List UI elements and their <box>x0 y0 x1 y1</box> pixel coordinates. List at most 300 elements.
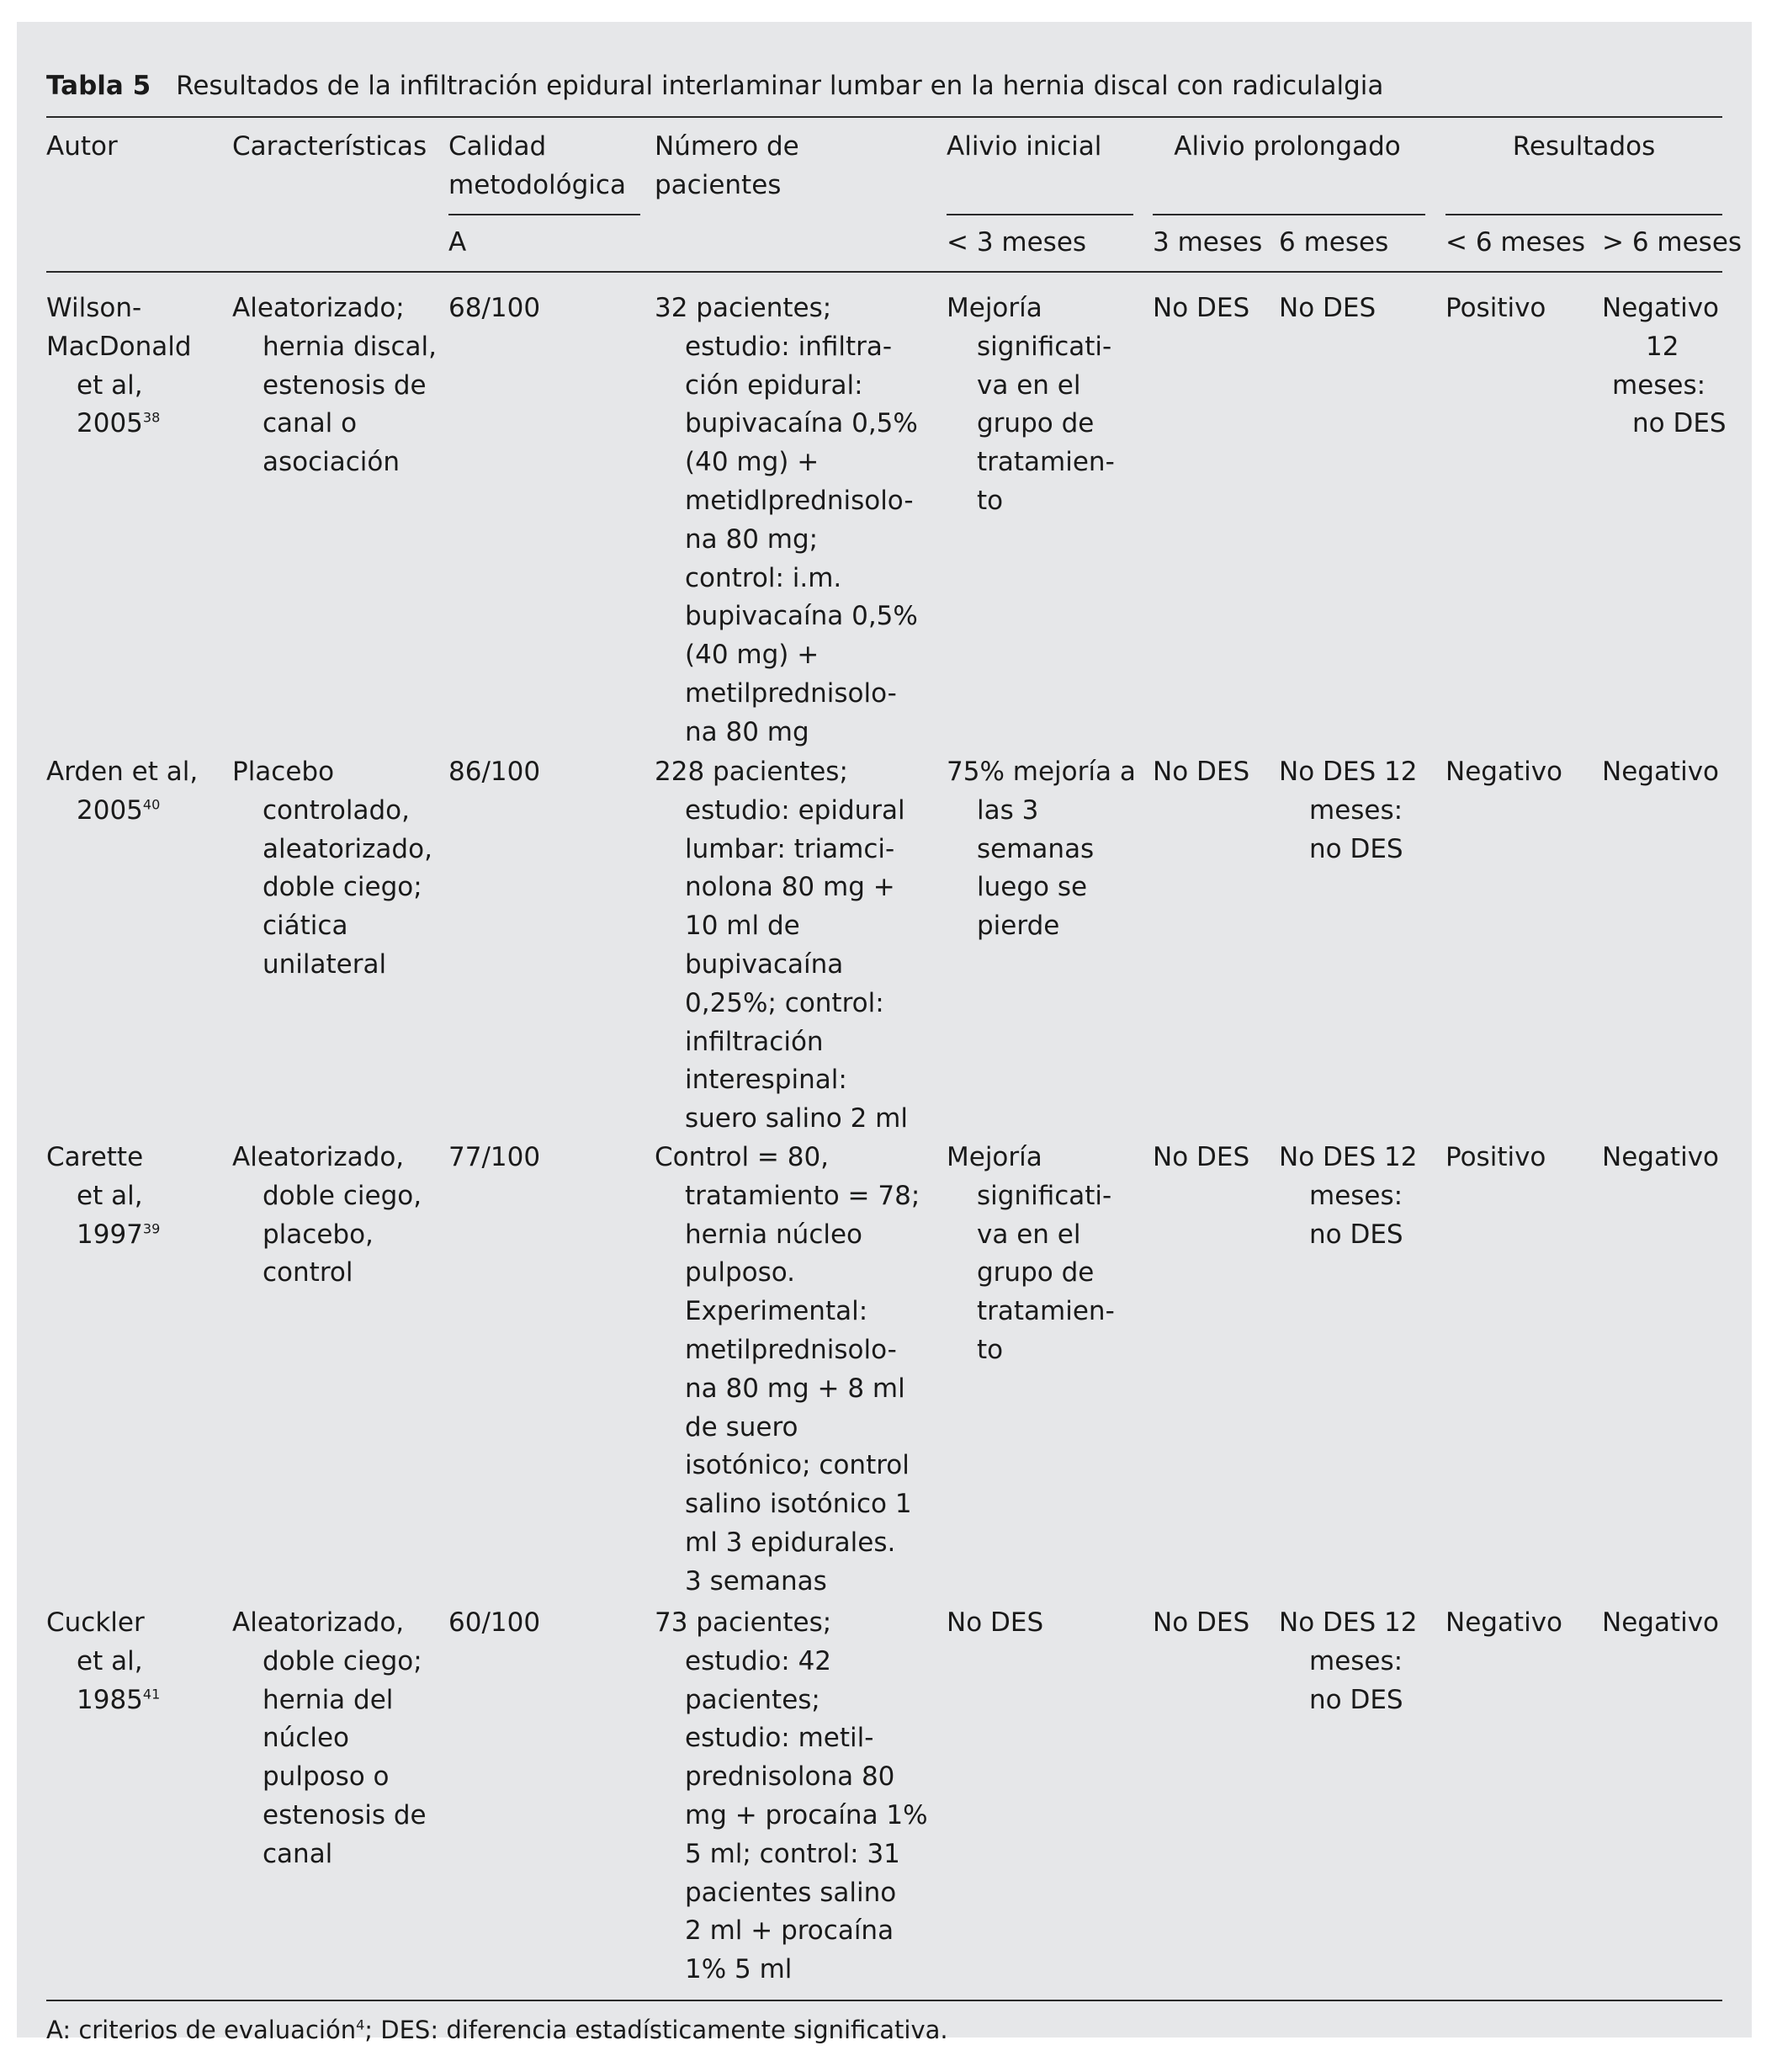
table-cell-caracteristicas-text: placebo, <box>263 1219 374 1250</box>
table-cell-alivio-inicial-text: significati- <box>977 1180 1112 1211</box>
subheader-alivio-inicial-line <box>947 224 1086 263</box>
table-cell-autor-line <box>46 792 198 831</box>
table-rule <box>46 116 1722 118</box>
table-cell-numero-text: (40 mg) + <box>685 640 820 671</box>
table-cell-caracteristicas-line <box>232 1254 422 1293</box>
table-cell-numero-text: bupivacaína 0,5% <box>685 601 918 632</box>
table-label: Tabla 5 <box>46 71 151 101</box>
table-cell-numero-line <box>655 328 918 367</box>
table-cell-calidad-text: 77/100 <box>448 1142 541 1172</box>
table-rule <box>46 2000 1722 2001</box>
table-cell-calidad-text: 68/100 <box>448 293 541 323</box>
table-cell-calidad-text: 60/100 <box>448 1607 541 1638</box>
table-cell-gt-6-meses-line <box>1602 367 1727 406</box>
subheader-gt-6-meses <box>1602 224 1742 263</box>
table-cell-alivio-inicial <box>947 290 1115 521</box>
table-cell-3-meses-line <box>1153 753 1249 792</box>
table-cell-gt-6-meses <box>1602 1139 1719 1177</box>
table-cell-autor <box>46 1604 160 1719</box>
table-cell-numero-text: nolona 80 mg + <box>685 872 895 903</box>
table-cell-caracteristicas-line <box>232 367 437 406</box>
subheader-6-meses-text: 6 meses <box>1279 227 1389 258</box>
table-cell-alivio-inicial-text: to <box>977 1334 1004 1365</box>
table-cell-numero-line <box>655 1139 920 1177</box>
table-cell-numero-line <box>655 753 908 792</box>
table-cell-alivio-inicial-text: grupo de <box>977 408 1095 439</box>
table-cell-lt-6-meses-line <box>1445 1139 1546 1177</box>
header-calidad-text: Calidad <box>448 131 547 162</box>
table-cell-alivio-inicial-text: tratamien- <box>977 447 1115 478</box>
table-cell-6-meses-line <box>1279 1643 1417 1682</box>
table-cell-6-meses-line <box>1279 1139 1417 1177</box>
table-cell-6-meses-text: No DES 12 <box>1279 1607 1418 1638</box>
header-autor-line <box>46 128 118 167</box>
table-cell-lt-6-meses-text: Negativo <box>1445 1607 1563 1638</box>
table-cell-numero <box>655 1139 920 1602</box>
table-cell-caracteristicas-line <box>232 1719 427 1758</box>
table-cell-gt-6-meses <box>1602 1604 1719 1643</box>
table-cell-caracteristicas-line <box>232 753 432 792</box>
table-cell-alivio-inicial-text: 75% mejoría a <box>947 757 1136 787</box>
header-calidad-text: metodológica <box>448 169 626 200</box>
table-cell-3-meses <box>1153 753 1249 792</box>
table-cell-alivio-inicial <box>947 1139 1115 1370</box>
table-cell-numero-text: salino isotónico 1 <box>685 1489 912 1520</box>
table-cell-3-meses <box>1153 1604 1249 1643</box>
table-cell-numero-text: control: i.m. <box>685 562 842 593</box>
table-cell-gt-6-meses-line <box>1602 1604 1719 1643</box>
table-cell-numero-line <box>655 675 918 714</box>
table-cell-numero-line <box>655 636 918 675</box>
table-cell-gt-6-meses-line <box>1602 290 1727 328</box>
table-cell-alivio-inicial-text: No DES <box>947 1607 1044 1638</box>
footnote-text: ; DES: diferencia estadísticamente significativa. <box>364 2016 948 2044</box>
table-cell-numero-text: 3 semanas <box>685 1565 827 1597</box>
table-cell-numero-text: na 80 mg <box>685 716 809 747</box>
table-cell-alivio-inicial-line <box>947 1293 1115 1331</box>
table-cell-6-meses-text: meses: <box>1309 1645 1403 1676</box>
table-cell-numero-line <box>655 1836 928 1874</box>
subheader-alivio-inicial <box>947 224 1086 263</box>
table-cell-numero-line <box>655 598 918 636</box>
table-cell-3-meses <box>1153 290 1249 328</box>
header-resultados-line <box>1445 128 1722 167</box>
table-cell-alivio-inicial <box>947 1604 1043 1643</box>
header-calidad-line <box>448 128 626 167</box>
table-cell-numero-text: 2 ml + procaína <box>685 1915 894 1947</box>
table-cell-numero-text: metilprednisolo- <box>685 677 897 709</box>
table-cell-6-meses-text: no DES <box>1309 833 1403 864</box>
table-cell-lt-6-meses <box>1445 753 1562 792</box>
table-cell-caracteristicas-text: controlado, <box>263 794 410 826</box>
table-cell-alivio-inicial-text: las 3 <box>977 794 1039 826</box>
table-cell-caracteristicas-line <box>232 1216 422 1255</box>
table-cell-caracteristicas-line <box>232 328 437 367</box>
table-cell-numero-text: 5 ml; control: 31 <box>685 1838 900 1869</box>
table-cell-caracteristicas-text: ciática <box>263 911 348 942</box>
table-cell-lt-6-meses-line <box>1445 753 1562 792</box>
table-cell-numero-line <box>655 560 918 598</box>
table-cell-numero-line <box>655 367 918 406</box>
table-cell-numero <box>655 1604 928 1990</box>
header-calidad <box>448 128 626 205</box>
table-cell-autor-text: Wilson- <box>46 293 142 323</box>
reference-superscript: 40 <box>142 796 161 813</box>
table-cell-3-meses-text: No DES <box>1153 757 1250 787</box>
table-cell-numero-line <box>655 1370 920 1409</box>
table-cell-alivio-inicial-text: va en el <box>977 369 1081 401</box>
subheader-calidad <box>448 224 466 263</box>
table-cell-numero-text: metidlprednisolo- <box>685 485 914 516</box>
table-cell-gt-6-meses-text: Negativo <box>1602 293 1720 323</box>
table-cell-calidad-line <box>448 1604 540 1643</box>
subheader-3-meses <box>1153 224 1262 263</box>
table-cell-caracteristicas-text: pulposo o <box>263 1761 390 1793</box>
table-cell-alivio-inicial-line <box>947 444 1115 482</box>
table-cell-caracteristicas-text: doble ciego; <box>263 872 422 903</box>
table-cell-numero-text: 32 pacientes; <box>655 293 832 323</box>
table-cell-3-meses <box>1153 1139 1249 1177</box>
header-alivio-prolongado-text: Alivio prolongado <box>1174 131 1401 162</box>
table-cell-alivio-inicial-text: semanas <box>977 833 1095 864</box>
table-cell-numero-text: pacientes salino <box>685 1877 897 1908</box>
table-cell-numero-line <box>655 714 918 752</box>
table-cell-gt-6-meses <box>1602 753 1719 792</box>
table-cell-alivio-inicial-line <box>947 1139 1115 1177</box>
table-cell-gt-6-meses-text: meses: <box>1612 369 1706 401</box>
table-cell-numero-text: prednisolona 80 <box>685 1761 895 1793</box>
table-cell-numero-text: estudio: epidural <box>685 794 905 826</box>
table-cell-gt-6-meses-text: Negativo <box>1602 1142 1720 1172</box>
header-numero-text: Número de <box>655 131 799 162</box>
table-cell-6-meses-text: No DES <box>1279 293 1377 323</box>
table-cell-numero-line <box>655 831 908 869</box>
table-cell-numero-text: estudio: infiltra- <box>685 331 893 362</box>
table-cell-6-meses <box>1279 290 1376 328</box>
table-cell-numero-line <box>655 907 908 946</box>
table-cell-calidad <box>448 1139 540 1177</box>
table-cell-caracteristicas-text: hernia del <box>263 1684 394 1715</box>
table-cell-caracteristicas-line <box>232 1139 422 1177</box>
table-cell-caracteristicas-text: núcleo <box>263 1723 349 1754</box>
table-cell-alivio-inicial-text: va en el <box>977 1219 1081 1250</box>
table-cell-lt-6-meses-line <box>1445 290 1546 328</box>
table-cell-numero-line <box>655 1061 908 1100</box>
table-cell-6-meses <box>1279 753 1417 869</box>
table-cell-alivio-inicial-text: Mejoría <box>947 293 1042 323</box>
table-cell-numero-line <box>655 1447 920 1485</box>
table-cell-caracteristicas-text: unilateral <box>263 948 387 980</box>
table-cell-numero-line <box>655 985 908 1023</box>
table-cell-autor-line <box>46 405 192 444</box>
subheader-gt-6-meses-text: > 6 meses <box>1602 227 1743 258</box>
table-cell-numero-text: hernia núcleo <box>685 1219 863 1250</box>
header-autor <box>46 128 118 167</box>
table-cell-lt-6-meses <box>1445 1604 1562 1643</box>
table-cell-caracteristicas-line <box>232 290 437 328</box>
table-cell-numero-text: estudio: metil- <box>685 1723 874 1754</box>
table-cell-numero-line <box>655 482 918 521</box>
table-cell-numero-text: isotónico; control <box>685 1450 910 1481</box>
table-cell-gt-6-meses-text: Negativo <box>1602 757 1720 787</box>
table-cell-numero-line <box>655 869 908 907</box>
table-cell-alivio-inicial-text: to <box>977 485 1004 516</box>
table-cell-autor-text: 1985 <box>77 1684 143 1715</box>
table-cell-numero-text: ml 3 epidurales. <box>685 1527 896 1558</box>
header-resultados-text: Resultados <box>1512 131 1656 162</box>
table-cell-autor <box>46 1139 160 1254</box>
header-numero-line <box>655 128 799 167</box>
table-cell-caracteristicas-line <box>232 1836 427 1874</box>
table-cell-lt-6-meses-text: Negativo <box>1445 757 1563 787</box>
table-cell-numero-text: infiltración <box>685 1026 824 1057</box>
header-autor-text: Autor <box>46 131 118 162</box>
table-cell-numero-line <box>655 1758 928 1797</box>
table-cell-caracteristicas-line <box>232 869 432 907</box>
header-caracteristicas-line <box>232 128 427 167</box>
header-alivio-inicial-text: Alivio inicial <box>947 131 1102 162</box>
table-cell-caracteristicas-line <box>232 946 432 985</box>
table-cell-numero-line <box>655 1100 908 1139</box>
table-cell-numero-line <box>655 1719 928 1758</box>
table-cell-numero-text: Experimental: <box>685 1296 868 1327</box>
subheader-6-meses <box>1279 224 1388 263</box>
table-cell-alivio-inicial-line <box>947 753 1136 792</box>
subheader-lt-6-meses-line <box>1445 224 1585 263</box>
table-cell-6-meses <box>1279 1139 1417 1254</box>
table-cell-numero-line <box>655 1216 920 1255</box>
table-cell-6-meses-line <box>1279 1216 1417 1255</box>
table-cell-lt-6-meses-line <box>1445 1604 1562 1643</box>
table-cell-numero-line <box>655 1293 920 1331</box>
table-cell-6-meses <box>1279 1604 1417 1719</box>
table-cell-numero-text: 10 ml de <box>685 911 800 942</box>
subheader-lt-6-meses-text: < 6 meses <box>1445 227 1586 258</box>
table-cell-lt-6-meses-text: Positivo <box>1445 293 1546 323</box>
table-cell-numero-line <box>655 1177 920 1216</box>
table-cell-alivio-inicial-line <box>947 907 1136 946</box>
table-cell-caracteristicas <box>232 290 437 482</box>
table-cell-autor-line <box>46 1139 160 1177</box>
table-cell-alivio-inicial-text: pierde <box>977 911 1060 942</box>
table-cell-autor-text: 1997 <box>77 1219 143 1250</box>
reference-superscript: 39 <box>142 1220 161 1237</box>
table-cell-calidad <box>448 753 540 792</box>
table-cell-calidad <box>448 290 540 328</box>
table-cell-6-meses-line <box>1279 831 1417 869</box>
table-cell-caracteristicas-text: estenosis de <box>263 1799 427 1830</box>
table-cell-caracteristicas-line <box>232 405 437 444</box>
table-cell-alivio-inicial-line <box>947 831 1136 869</box>
header-caracteristicas-text: Características <box>232 131 427 162</box>
table-cell-caracteristicas-text: canal o <box>263 408 358 439</box>
table-cell-caracteristicas-text: asociación <box>263 447 400 478</box>
table-cell-caracteristicas-text: Placebo <box>232 757 335 787</box>
table-cell-alivio-inicial-line <box>947 792 1136 831</box>
table-cell-numero-line <box>655 1485 920 1524</box>
table-cell-numero-line <box>655 1951 928 1990</box>
table-cell-alivio-inicial-line <box>947 1604 1043 1643</box>
subheader-calidad-line <box>448 224 466 263</box>
table-cell-3-meses-text: No DES <box>1153 1142 1250 1172</box>
table-cell-numero-text: tratamiento = 78; <box>685 1180 920 1211</box>
subheader-calidad-text: A <box>448 227 467 258</box>
table-cell-autor-line <box>46 1604 160 1643</box>
table-cell-numero-line <box>655 1524 920 1563</box>
subheader-3-meses-line <box>1153 224 1262 263</box>
table-cell-autor-text: MacDonald <box>46 331 192 362</box>
table-cell-alivio-inicial-text: significati- <box>977 331 1112 362</box>
table-cell-caracteristicas-text: Aleatorizado, <box>232 1607 405 1638</box>
table-cell-6-meses-text: No DES 12 <box>1279 757 1418 787</box>
table-cell-alivio-inicial-line <box>947 869 1136 907</box>
table-cell-alivio-inicial <box>947 753 1136 946</box>
table-cell-autor-text: et al, <box>77 369 143 401</box>
table-cell-caracteristicas-line <box>232 907 432 946</box>
table-cell-numero-line <box>655 1912 928 1951</box>
table-cell-autor-line <box>46 367 192 406</box>
table-cell-autor-text: et al, <box>77 1645 143 1676</box>
table-cell-6-meses-line <box>1279 1604 1417 1643</box>
table-cell-caracteristicas-text: canal <box>263 1838 333 1869</box>
table-cell-autor-line <box>46 328 192 367</box>
table-cell-alivio-inicial-line <box>947 405 1115 444</box>
table-cell-numero-text: ción epidural: <box>685 369 863 401</box>
table-cell-numero <box>655 753 908 1139</box>
table-cell-numero-text: bupivacaína 0,5% <box>685 408 918 439</box>
table-cell-6-meses-line <box>1279 753 1417 792</box>
reference-superscript: 38 <box>142 410 161 427</box>
subheader-gt-6-meses-line <box>1602 224 1742 263</box>
table-cell-autor-line <box>46 1177 160 1216</box>
table-cell-6-meses-text: No DES 12 <box>1279 1142 1418 1172</box>
table-cell-calidad-line <box>448 1139 540 1177</box>
table-cell-caracteristicas-line <box>232 444 437 482</box>
table-container <box>46 47 1743 2044</box>
table-cell-gt-6-meses-line <box>1602 405 1727 444</box>
table-cell-caracteristicas-text: hernia discal, <box>263 331 437 362</box>
table-cell-caracteristicas-text: Aleatorizado; <box>232 293 405 323</box>
table-cell-numero-line <box>655 1643 928 1682</box>
table-cell-numero-text: mg + procaína 1% <box>685 1799 928 1830</box>
table-cell-3-meses-text: No DES <box>1153 293 1250 323</box>
table-cell-lt-6-meses-text: Positivo <box>1445 1142 1546 1172</box>
table-cell-caracteristicas <box>232 1139 422 1293</box>
table-cell-numero-line <box>655 1604 928 1643</box>
table-cell-numero-text: na 80 mg; <box>685 523 819 555</box>
table-cell-gt-6-meses-line <box>1602 753 1719 792</box>
table-cell-numero <box>655 290 918 752</box>
table-cell-lt-6-meses <box>1445 1139 1546 1177</box>
table-cell-autor-text: Cuckler <box>46 1607 145 1638</box>
subheader-3-meses-text: 3 meses <box>1153 227 1263 258</box>
table-cell-6-meses-line <box>1279 290 1376 328</box>
reference-superscript: 4 <box>356 2016 365 2033</box>
table-cell-6-meses-line <box>1279 1177 1417 1216</box>
table-cell-gt-6-meses-text: no DES <box>1632 408 1727 439</box>
table-cell-gt-6-meses-line <box>1602 328 1727 367</box>
table-cell-caracteristicas-line <box>232 1797 427 1836</box>
table-cell-caracteristicas-line <box>232 792 432 831</box>
table-cell-numero-line <box>655 444 918 482</box>
table-cell-caracteristicas-line <box>232 1604 427 1643</box>
table-cell-numero-line <box>655 1682 928 1720</box>
table-cell-6-meses-text: no DES <box>1309 1219 1403 1250</box>
header-alivio-inicial <box>947 128 1101 167</box>
table-cell-autor <box>46 753 198 831</box>
table-cell-alivio-inicial-text: tratamien- <box>977 1296 1115 1327</box>
header-alivio-inicial-line <box>947 128 1101 167</box>
table-cell-autor-line <box>46 290 192 328</box>
table-cell-caracteristicas-line <box>232 1643 427 1682</box>
table-cell-alivio-inicial-line <box>947 290 1115 328</box>
subheader-6-meses-line <box>1279 224 1388 263</box>
table-cell-caracteristicas-text: doble ciego, <box>263 1180 422 1211</box>
table-cell-numero-text: Control = 80, <box>655 1142 830 1172</box>
table-cell-6-meses-line <box>1279 1682 1417 1720</box>
header-calidad-line <box>448 167 626 205</box>
table-cell-autor-text: 2005 <box>77 408 143 439</box>
table-cell-numero-text: pulposo. <box>685 1257 796 1288</box>
table-cell-numero-line <box>655 521 918 560</box>
table-cell-numero-line <box>655 1331 920 1370</box>
table-cell-numero-line <box>655 1023 908 1062</box>
table-cell-caracteristicas-line <box>232 1758 427 1797</box>
table-cell-3-meses-text: No DES <box>1153 1607 1250 1638</box>
table-cell-numero-text: 228 pacientes; <box>655 757 848 787</box>
table-cell-caracteristicas-text: Aleatorizado, <box>232 1142 405 1172</box>
table-cell-numero-line <box>655 405 918 444</box>
footnote-text: A: criterios de evaluación <box>46 2016 357 2044</box>
table-cell-caracteristicas-text: control <box>263 1257 353 1288</box>
table-cell-numero-line <box>655 1797 928 1836</box>
table-cell-caracteristicas <box>232 1604 427 1874</box>
subheader-alivio-inicial-text: < 3 meses <box>947 227 1087 258</box>
header-underline <box>1153 214 1425 215</box>
table-cell-alivio-inicial-text: Mejoría <box>947 1142 1042 1172</box>
table-cell-autor-line <box>46 1643 160 1682</box>
table-cell-numero-text: suero salino 2 ml <box>685 1103 908 1134</box>
table-cell-6-meses-line <box>1279 792 1417 831</box>
table-cell-caracteristicas <box>232 753 432 985</box>
table-cell-autor-text: 2005 <box>77 794 143 826</box>
table-cell-6-meses-text: no DES <box>1309 1684 1403 1715</box>
table-cell-autor-line <box>46 753 198 792</box>
table-cell-autor-text: et al, <box>77 1180 143 1211</box>
header-underline <box>947 214 1133 215</box>
header-underline <box>448 214 640 215</box>
table-cell-caracteristicas-line <box>232 1682 427 1720</box>
header-resultados <box>1445 128 1722 167</box>
table-cell-alivio-inicial-line <box>947 367 1115 406</box>
table-cell-numero-line <box>655 290 918 328</box>
table-cell-3-meses-line <box>1153 1139 1249 1177</box>
header-numero <box>655 128 799 205</box>
table-cell-numero-line <box>655 1409 920 1448</box>
header-alivio-prolongado-line <box>1153 128 1422 167</box>
table-cell-gt-6-meses-text: 12 <box>1646 331 1679 362</box>
reference-superscript: 41 <box>142 1686 161 1703</box>
table-cell-calidad <box>448 1604 540 1643</box>
table-rule <box>46 271 1722 273</box>
table-cell-caracteristicas-line <box>232 1177 422 1216</box>
subheader-lt-6-meses <box>1445 224 1585 263</box>
table-cell-numero-text: pacientes; <box>685 1684 820 1715</box>
table-cell-numero-text: estudio: 42 <box>685 1645 832 1676</box>
header-caracteristicas <box>232 128 427 167</box>
table-cell-alivio-inicial-line <box>947 482 1115 521</box>
table-cell-numero-text: (40 mg) + <box>685 447 820 478</box>
